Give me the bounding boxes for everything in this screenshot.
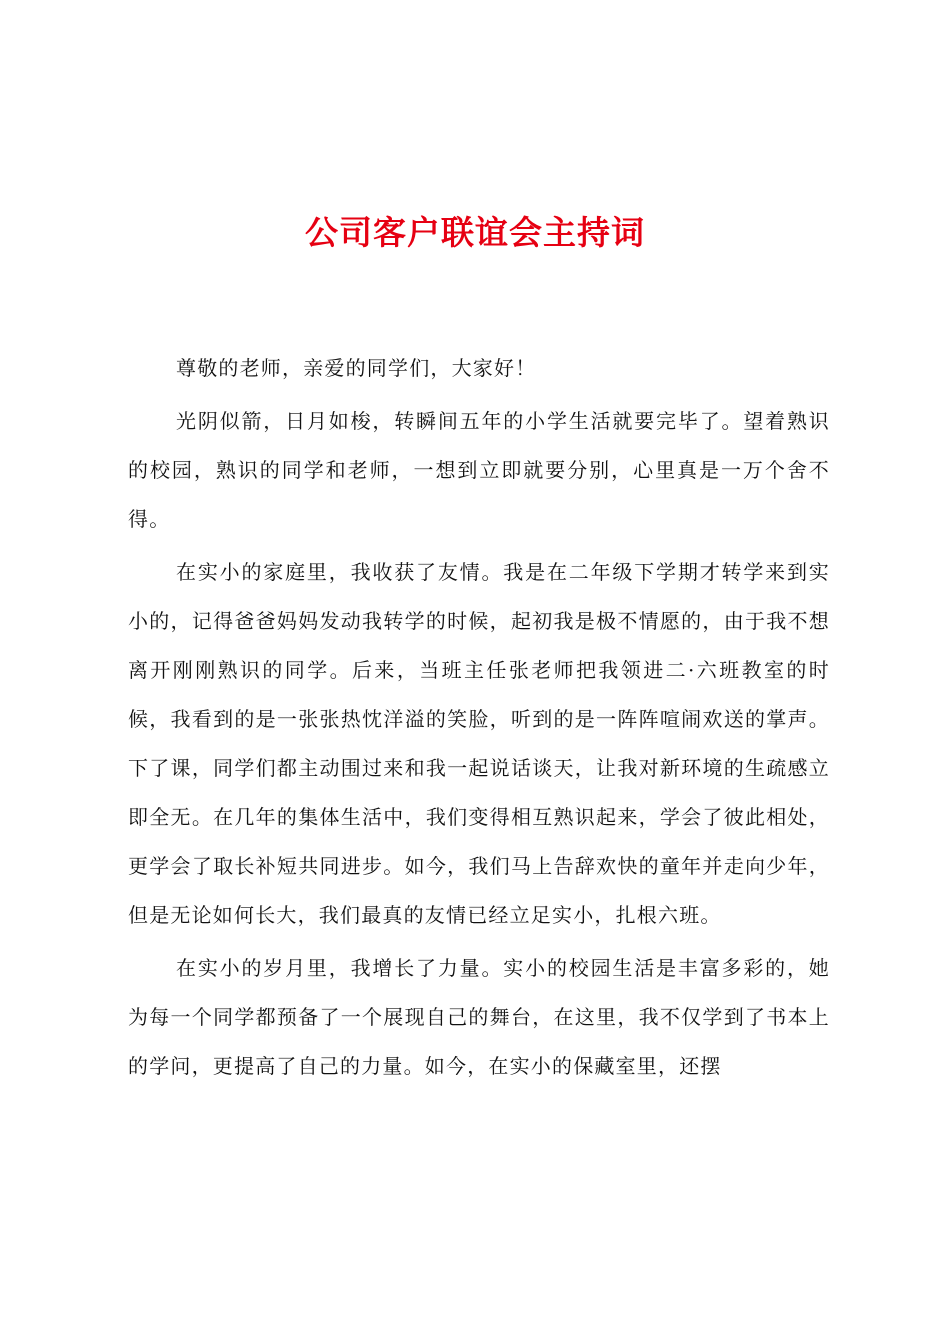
paragraph-growth: 在实小的岁月里，我增长了力量。实小的校园生活是丰富多彩的，她为每一个同学都预备了一个展现自己的舞台，在这里，我不仅学到了书本上的学问，更提高了自己的力量。如今，在实小的保藏室里，还摆 <box>128 956 830 1078</box>
paragraph-time: 光阴似箭，日月如梭，转瞬间五年的小学生活就要完毕了。望着熟识的校园，熟识的同学和老师，一想到立即就要分别，心里真是一万个舍不得。 <box>128 409 830 531</box>
document-body <box>128 344 830 1091</box>
paragraph-greeting: 尊敬的老师，亲爱的同学们，大家好！ <box>176 356 537 380</box>
document-title: 公司客户联谊会主持词 <box>305 213 645 252</box>
paragraph-friendship: 在实小的家庭里，我收获了友情。我是在二年级下学期才转学来到实小的，记得爸爸妈妈发动我转学的时候，起初我是极不情愿的，由于我不想离开刚刚熟识的同学。后来，当班主任张老师把我领进二·六班教室的时候，我看到的是一张张热忱洋溢的笑脸，听到的是一阵阵喧闹欢送的掌声。下了课，同学们都主动围过来和我一起说话谈天，让我对新环境的生疏感立即全无。在几年的集体生活中，我们变得相互熟识起来，学会了彼此相处，更学会了取长补短共同进步。如今，我们马上告辞欢快的童年并走向少年，但是无论如何长大，我们最真的友情已经立足实小，扎根六班。 <box>128 560 830 927</box>
